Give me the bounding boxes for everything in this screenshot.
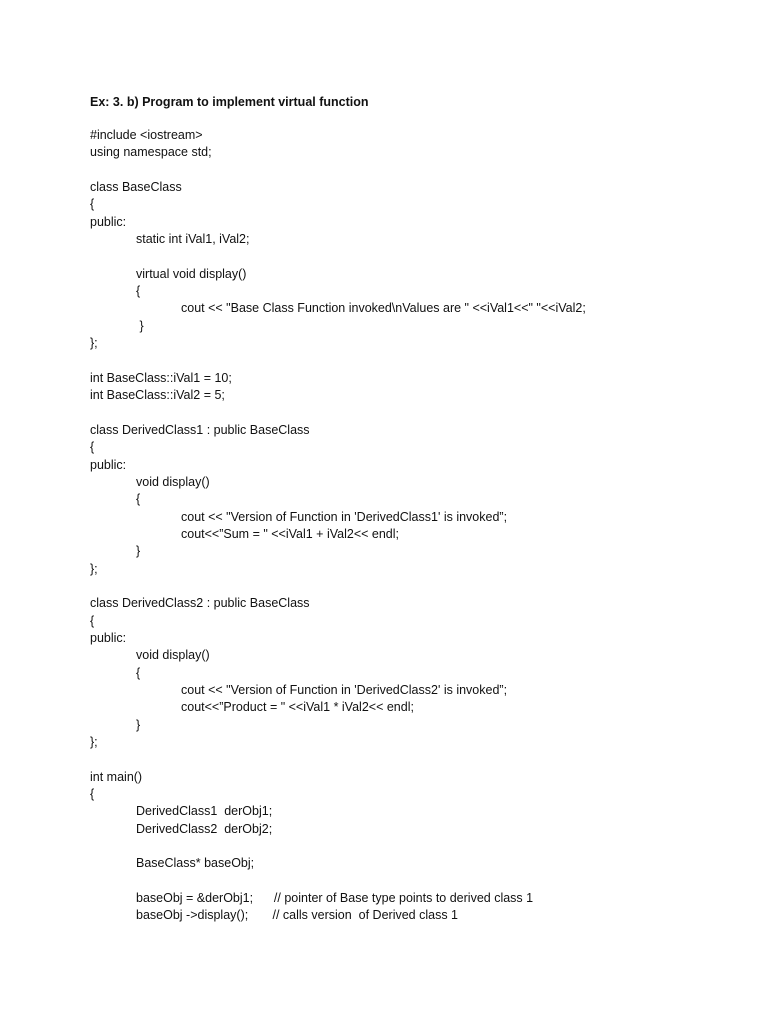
exercise-heading: Ex: 3. b) Program to implement virtual function — [90, 95, 369, 109]
code-line: public: — [90, 630, 127, 645]
blank-line — [90, 352, 586, 369]
blank-line — [90, 162, 586, 179]
code-line: static int iVal1, iVal2; — [136, 232, 250, 247]
blank-line — [90, 873, 586, 890]
blank-line — [90, 248, 586, 265]
code-line: #include <iostream> — [90, 128, 203, 142]
code-line: { — [90, 613, 95, 628]
code-line: { — [136, 665, 141, 680]
blank-line — [90, 405, 586, 422]
code-line: cout<<”Product = " <<iVal1 * iVal2<< endl; — [181, 700, 414, 715]
code-line: { — [90, 787, 95, 802]
code-line: }; — [90, 561, 98, 576]
code-line: public: — [90, 457, 127, 472]
code-line: }; — [90, 735, 98, 750]
code-line: cout << "Version of Function in 'DerivedClass1' is invoked”; — [181, 509, 508, 524]
code-line: class DerivedClass1 : public BaseClass — [90, 422, 310, 437]
code-line: cout << "Base Class Function invoked\nValues are " <<iVal1<<" "<<iVal2; — [181, 301, 586, 316]
code-line: void display() — [136, 648, 210, 663]
code-line: BaseClass* baseObj; — [136, 856, 255, 871]
code-line: DerivedClass1 derObj1; — [136, 804, 273, 819]
blank-line — [90, 578, 586, 595]
code-line: using namespace std; — [90, 145, 212, 160]
code-line: { — [136, 284, 141, 299]
code-line: { — [90, 440, 95, 455]
code-line: cout<<”Sum = " <<iVal1 + iVal2<< endl; — [181, 526, 400, 541]
blank-line — [90, 838, 586, 855]
code-line: int BaseClass::iVal2 = 5; — [90, 388, 225, 403]
code-line: baseObj = &derObj1; // pointer of Base type points to derived class 1 — [136, 891, 534, 906]
code-line: } — [136, 318, 144, 333]
code-line: void display() — [136, 474, 210, 489]
code-line: int BaseClass::iVal1 = 10; — [90, 370, 232, 385]
code-listing — [90, 127, 586, 925]
code-line: { — [136, 492, 141, 507]
code-line: { — [90, 197, 95, 212]
code-line: }; — [90, 336, 98, 351]
code-line: int main() — [90, 769, 143, 784]
code-line: DerivedClass2 derObj2; — [136, 821, 273, 836]
code-line: class BaseClass — [90, 180, 182, 195]
code-line: virtual void display() — [136, 266, 247, 281]
code-line: baseObj ->display(); // calls version of Derived class 1 — [136, 908, 458, 923]
code-line: } — [136, 717, 141, 732]
blank-line — [90, 751, 586, 768]
code-line: class DerivedClass2 : public BaseClass — [90, 596, 310, 611]
code-line: public: — [90, 214, 127, 229]
code-line: } — [136, 544, 141, 559]
code-line: cout << "Version of Function in 'DerivedClass2' is invoked”; — [181, 683, 508, 697]
